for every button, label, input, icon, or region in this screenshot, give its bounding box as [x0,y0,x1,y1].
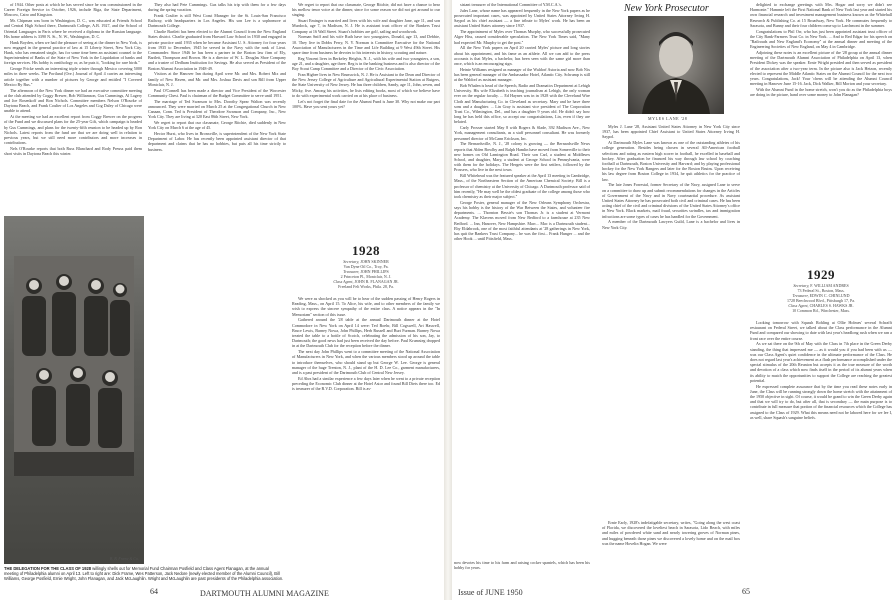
paragraph: Frank Coulter is still West Coast Manager for the St. Louis-San Francisco Railway, with headquarters in Los Angeles. His son Lee is a sophomore at Dartmouth College. [148,13,286,29]
column-1-bottom-text: now devotes his time to his farm and raising cocker spaniels, which has been his hobby for years. [454,560,590,571]
paragraph: We were as shocked as you will be to hear of the sudden passing of Henry Rogers in Reading, Mass., on April 15. To Alice, his wife, and to other members of the family we wish to express the sincere sympathy of the entire class. A notice appears in the "In Memoriam" section of this issue. [292,296,440,317]
class-1929-header [750,267,892,313]
paragraph: Looking tomorrow with Squash Rohling at Ollie Holmes' several Schrafft restaurant on Federal Street, we talked about the Class performance in the Alumni Fund and compared our showing to date with last year's headlong rush when we ran a front race over the entire course. [750,320,892,341]
left-page-number: 64 [150,587,158,596]
paragraph: The next day John Phillips went to a committee meeting of the National Association of Manufacturers in New York, and when the various members stood up around the table to introduce themselves, who should stand up but George W. Lee. George is general manager of the huge Trenton, N. J., plant of the H. D. Lee Co., garment manufacturers, and is a past president of the Dartmouth Club of Central New Jersey. [292,349,440,376]
paragraph: At the meeting we had an excellent report from Coggy Brewer on the progress of the Fund and we discussed plans for the 25-year Gift, which campaign is headed by Gus Cummings, and plans for the twenty-fifth reunion to be headed up by Ron Nichols. Latest reports from the fund are that we are doing well in relation to previous years, but we still need more contributors and more increases in contributions. [4,114,142,146]
paragraph: George Fricke sends an interesting triple winter through Mexico covering 5000 miles in three weeks. The Portland (Ore.) Journal of April 4 carries an interesting article together with a number of pictures by George and entitled "I Covered Mexico By Bus." [4,66,142,87]
class-1928-officers [292,259,440,289]
page-64 [0,0,444,600]
paragraph: Nels O'Rourke reports that both Russ Blanchard and Rody Preuss paid them short visits in Daytona Beach this winter. [4,146,142,157]
class-1929-officers [750,283,892,313]
class-year-1929: 1929 [807,267,835,282]
delegation-photo [4,216,144,564]
paragraph: All the New York papers on April 20 carried Myles' picture and long stories about his appointment, and his fame as an athlete. All we can add to the press accounts is that Myles, a bachelor, has been seen with the same girl more than once, which is an encouraging sign. [454,45,590,67]
photo-credit: B. B. Frame & Co. [110,557,139,561]
paragraph: Paul O'Connell has been made a director and Vice President of the Worcester Community Chest. Paul is chairman of the Budget Committee to serve until 1951. [148,87,286,98]
paragraph: Bill Whitehead was the featured speaker at the April 13 meeting in Cambridge, Mass., of the Northeastern Section of the American Chemical Society. Bill is a professor of chemistry at the University of Chicago. A Dartmouth professor said of him recently, "He may well be the oldest graduate of the college among those who took chemistry as their major subject." [454,173,590,200]
paragraph: Stuart Eminger is married and lives with his wife and daughter Jane, age 11, and son Murdock, age 7, in Madison, N. J. He is assistant trust officer of the Bankers Trust Company at 16 Wall Street. Stuart's hobbies are golf, sailing and woodwork. [292,18,440,34]
left-column-1 [4,2,142,214]
paragraph: George Foster, general manager of the New Orleans Symphony Orchestra, says his hobby is the history of the War Between the States, and volunteer fire departments. ... Thornton Bessie's son Thomas Jr. is a student at Vermont Academy. The Klavens moved from New Bedford to a farmhouse at 235 New Bedford. ... Inn, Hanover, New Hampshire. Marc... Mac is a Dartmouth student... Eby Eldabrook, one of the most faithful attendants at '28 gatherings in New York, has quit the Bankers Trust Company... he was the first... Frank Hunger ... and the other Hook ... until Pittsfield, Mass. [454,199,590,242]
agent-address: Freeland Felt Works, Phila. 28, Pa. [338,284,394,289]
paragraph: Hector Hurst, who lives in Bronxville, is superintendent of the New York State Department of Labor. He has recently been appointed assistant director of that department and claims that he has no hobbies, but puts all his time strictly to business. [148,131,286,152]
group-photo-figures [14,256,134,476]
paragraph: The Bernardsville, N. J., '28 colony is growing — the Bernardsville News reports that Alden Bowlby and Ralph Hamlin have moved from Somerville to their new homes on Old Lamington Road. Their son Carl, a student at Middlesex School, and daughter, Mary, a student at George School in Pennsylvania, were with them for the holidays. The Hergets were the first settlers, followed by the Prossers, who live in the next town. [454,141,590,173]
paragraph: We regret to report that our classmate, George Ritchie, did not have a chance to hear his mellow tenor voice at the dinner, since for some reason we did not get around to our singing. [292,2,440,18]
treasurer-name: EDWIN C. CHINLUND [809,293,850,298]
paragraph: Gathered around the '28 table at the annual Dartmouth dinner at the Hotel Commodore in New York on April 14 were: Ted Boehr, Bill Cogswell, Art Haswell, Bruce Lewis, Barney Nowa, John Phillips, Herb Russell and Burt Furman. Barney Nowa treated the table to a bottle of Scotch, celebrating the admission of his son, Jay, to Dartmouth; the good news had just been received the day before. Paul Krumsieg dropped in at the Dartmouth Club for the reception before the dinner. [292,317,440,349]
caption-lead: THE DELEGATION FOR THE CLASS OF 1928 [4,566,92,571]
portrait-figure [628,16,724,114]
magazine-name-footer: DARTMOUTH ALUMNI MAGAZINE [200,589,329,598]
secretary-role: Secretary, [343,259,360,264]
right-column-3 [750,2,892,264]
treasurer-address: 1728 Beechwood Blvd., Pittsburgh 17, Pa. [786,298,856,303]
paragraph: Ed Ahrs had a similar experience a few days later when he went to a private reception preceding the Economic Club dinner at the Hotel Astor and found Bill Diets there too. Ed is treasurer of the B.V.D. Corporation. Bill is as- [292,375,440,392]
paragraph: Norman Sniff and his wife Ruth have two youngsters, Donald, age 13, and Debbie, 10. They live in Dobbs Ferry, N. Y. Norman is Committee Executive for the National Association of Manufacturers in the Time and Life Building at 9 West 49th Street. His spare time from business he devotes to his interests in history, scouting and nature. [292,34,440,56]
class-1928-header [292,243,440,289]
left-column-3-top [292,2,440,240]
paragraph: They also had Pete Cummings. Gus talks his trip with them for a few days during the spring vacation. [148,2,286,13]
section-title: New York Prosecutor [624,3,709,14]
agent-role: Class Agent, [333,279,354,284]
left-column-2 [148,2,286,564]
secretary-name: F. WILLIAM ANDRES [810,283,849,288]
paragraph: Mr. Chipman was born in Washington, D. C., was educated at Friends School and Central High School there, Dartmouth College, A.B. 1927, and the School of Oriental Languages in Paris where he received a diploma in the Russian language. His home address is 3390 N. St., N. W., Washington, D. C. [4,18,142,39]
paragraph: Jules Lane, whose name has appeared frequently in the New York papers as he prosecuted important cases, was appointed by United States Attorney Irving H. Saypol as his chief assistant — a fine tribute to Myles' work. He has been an assistant United States attorney since 1937. [454,7,590,29]
treasurer-address: 2 Princeton Pl., Montclair, N. J. [340,274,392,279]
caption-body: willingly shells out for Memorial Fund Chairman Posfield and Class Agent Flanagan, at the annual meeting of Philadelphia alumni on April 13. Left to right are: Dick Frame, Wes Patterson, Jack Nedore (newly elected member of the Alumni Council), Bill Williams, George Posfield, Ernie Wright, John Flanagan, and Jack McLaughlin. Wright and McLaughlin are past presidents of the Philadelphia association. [4,566,284,582]
paragraph: The late Jones Forrestal, former Secretary of the Navy, assigned Lane to serve on a committee to draw up and submit recommendations for changes in the Articles of Government of the Navy and in Navy courtmartial procedure. As assistant United States Attorney he has prosecuted both civil and criminal cases. He has been acting chief of the civil and criminal divisions of the United States Attorney's office in New York. Black markets, mail fraud, securities swindles, tax and immigration infractions are some types of cases he has handled for the Government. [602,182,740,219]
paragraph: With the Alumni Fund in the home stretch, won't you do as the Philadelphia boys are doing in the picture, hand over some money to John Flanagan? [750,87,892,98]
paragraph: We regret to report that our classmate, George Ritchie, died suddenly in New York City on March 6 at the age of 45. [148,120,286,131]
treasurer-role: Treasurer, [792,293,809,298]
myles-lane-portrait [628,16,724,114]
agent-name: JOHN R. FLANAGAN JR. [354,279,399,284]
agent-role: Class Agent, [788,303,809,308]
paragraph: The marriage of Ted Swanson to Mrs. Dorothy Spear Walton was recently announced. They were married on March 25 at the Congregational Church in New Canaan, Conn. Ted is President of Theodore Swanson and Company, Inc., New York City. They are living at 320 East 86th Street, New York. [148,98,286,120]
paragraph: Myles J. Lane '28, Assistant United States Attorney in New York City since 1937, has been appointed Chief Assistant to United States Attorney Irving H. Saypol. [602,124,740,140]
paragraph: The afternoon of the New York dinner we had an executive committee meeting at the club attended by Coggy Brewer, Bob Williamson, Gus Cummings, Al Lagery and Joe Rosenkoff and Ron Nichols. Committee members Nelson O'Rourke of Daytona Beach, and Frank Coulter of Los Angeles and Cog Daley of Chicago were unable to attend. [4,87,142,114]
paragraph: Reg Vincent lives in Berkeley Heights, N. J., with his wife and two youngsters, a son, age 21, and a daughter, age three. Reg is in the banking business and is also director of the Boy Scout Camp Committee and a Director of the Civic Association. [292,55,440,72]
paragraph: Heinie Williams resigned as manager of the Waldorf Astoria and now Bob Nix has been general manager of the Ambassador Hotel, Atlantic City. Schrump is still at the Waldorf as assistant manager. [454,66,590,83]
right-page-number: 65 [742,587,750,596]
paragraph: As we sat there on the 9th of May with the Class in 7th place in the Green Derby standing, the thing that impressed me — as it would you if you had been with us — was our Class Agent's quiet confidence in the ultimate performance of the Class. He does not regard last year's achievement as a flash performance accomplished under the special stimulus of the 20th Reunion but accepts it as the true measure of the worth and devotion of a class which now finds itself in the period of its alumni years when its ability to match the opportunities to support the College are reaching the greatest potential. [750,341,892,383]
agent-address: 10 Common Rd., Winchester, Mass. [792,308,850,313]
paragraph: Charlie Bartlett has been elected to the Alumni Council from the New England States district. Charlie graduated from Harvard Law School in 1930 and engaged in private practice until 1935 when he became Assistant U. S. Attorney for four years from 1935 to December, 1945 he served in the Navy with the rank of Lieut. Commander. Since 1946 he has been a partner in the Boston law firm of Ely, Bartlett, Thompson and Brown. He is a director of W. L. Douglas Shoe Company and a trustee of Dedham Institution for Savings. He also served as President of the Boston Alumni Association in 1948-49. [148,29,286,71]
issue-footer: Issue of JUNE 1950 [458,588,523,597]
class-year-1928: 1928 [352,243,380,258]
right-column-3-bottom [750,320,892,582]
left-column-3-bottom [292,296,440,582]
paragraph: The appointment of Myles over Thomas Murphy, who successfully prosecuted Alger Hiss, caused considerable speculation. The New York Times said, "Many had expected Mr. Murphy to get the post." [454,29,590,45]
paragraph: of 1944. Other posts at which he has served since he was commissioned in the Career Foreign Service in October, 1926, include Riga, the State Department, Moscow, Cairo and Kingston. [4,2,142,18]
paragraph: Let's not forget the final date for the Alumni Fund is June 30. Why not make our part 100%. Have you sent yours yet? [292,98,440,109]
right-column-2-bottom [602,520,740,584]
secretary-address: Van Dyne Oil Co., Troy, Pa. [343,264,389,269]
paragraph: sistant treasurer of the International Committee of Y.M.C.A.'s. [460,2,562,7]
paragraph: Fran Higbee lives in New Brunswick, N. J. He is Assistant to the Dean and Director of the New Jersey College of Agriculture and Agricultural Experimental Station at Rutgers, the State University of New Jersey. He has three children, Sandy, age 11, John, seven, and Micky, five. Among his activities, he lists editing books, most of which we believe have to do with experimental work carried on at his place of business. [292,72,440,98]
paragraph: Congratulations to Phil Orr, who has just been appointed assistant trust officer of the City Bank-Farmers Trust Co. in New York. ... And to Red Edgar for his speech on "Railroads and New England's Economy" at the annual dinner and meeting of the Engineering Societies of New England, on May 4 in Cambridge. [750,28,892,50]
column-2-bottom-text: Ernie Early, 1928's indefatigable secretary, writes, "Going along the west coast of Florida, we discovered the loveliest beach in Sarasota, Lido Beach, with miles and miles of powdered white sand and nearly towering groves of Norman pines, and hugging beneath those pines we discovered a lovely home and on the mail box was the name Hovelin Hogan. We were [602,520,740,546]
paragraph: Hank Boyden, when we had the pleasure of seeing at the dinner in New York, is now engaged in the general practice of law at 15 Liberty Street, New York City. Hank, who has remained single, has for some time been an assistant counsel to the Superintendent of Banks of the State of New York in the Liquidation of banks and foreign services. His hobby is ornithology or, as he puts it, "looking for rare birds." [4,39,142,66]
paragraph: delighted to exchange greetings with Mrs. Hogar and sorry we didn't see Harmonie." Hammie left the First National Bank of New York last year and started his own financial research and investment management business known as the Whitehall Research & Publishing Co. at 15 Broadway, New York. He commutes frequently to Sarasota, and Bunny and their four children come up to Larchmont in the summer. [750,2,892,28]
page-65 [452,0,896,600]
secretary-address: 73 Federal St., Boston, Mass. [797,288,845,293]
paragraph: Visitors at the Hanover Inn during April were Mr. and Mrs. Robert Mix and family of New Haven, and Mr. and Mrs. Joshua Davis and son Bill from Upper Montclair, N. J. [148,71,286,87]
paragraph: A member of the Dartmouth Lawyers Guild, Lane is a bachelor and lives in New York City. [602,219,740,230]
paragraph: At Dartmouth Myles Lane was known as one of the outstanding athletes of his college generation. Besides being chosen in several All-American football selections and rating as eastern high scorer in football, he excelled in baseball and hockey. After graduation he financed his way through law school by coaching football at Dartmouth, Boston University and Harvard; and by playing professional hockey for the New York Rangers and later for the Boston Bruins. Upon receiving his law degree from Boston College in 1934, he quit athletics for the practice of law. [602,140,740,182]
right-column-2 [602,124,740,500]
paragraph: He expressed complete assurance that by the time you read these notes early in June, the Class will be running strongly down the home stretch with the attainment of the 1950 objective in sight. Of course, it would be grand to win the Green Derby again and that we will try to do, but after all, that is secondary — the main purpose is to contribute in full measure that portion of the financial resources which the College has assigned to the Class of 1929. What this means need not be labored here for we lee I, as well, share Squash's sanguine beliefs. [750,383,892,420]
paragraph: Adjoining these notes is an excellent picture of the '28 group at the annual dinner meeting of the Dartmouth Alumni Association of Philadelphia on April 13, when President Dickey was the speaker. Ernie Wright presided and then served as president of the association after a two-year term. In the picture also is Jack Hetzon, recently elected to represent the Middle Atlantic States on the Alumni Council for the next two years. Congratulations, Jack! Your 'chens will be attending the Alumni Council meeting in Hanover June 15-16. Jack, Dick Walker, Bill Morton and your secretary. [750,50,892,87]
treasurer-name: JOHN PHILLIPS [360,269,389,274]
agent-name: CHARLES S. HAWKS JR. [809,303,854,308]
paragraph: Carly Prosser started May 8 with Rogers & Slade, 392 Madison Ave., New York, management consultants, as a staff personnel consultant. He was formerly personnel director of McCann Erickson, Inc. [454,125,590,141]
right-column-1-bottom [454,560,590,582]
delegation-caption [4,566,284,581]
page-gutter [444,0,452,600]
portrait-caption: MYLES LANE '28 [648,116,688,121]
secretary-role: Secretary, [793,283,810,288]
secretary-name: JOHN SKINNER [360,259,389,264]
treasurer-role: Treasurer, [343,269,360,274]
paragraph: Bob Whalen is head of the Speech, Radio and Dramatics Department at Lehigh University. His wife Elizabeth is teaching journalism at Lehigh, the only woman ever on the regular faculty. ... Ed Haynes was in in 1928 with the Cleveland Wire Cloth and Manufacturing Co. in Cleveland as secretary. Mary and he have three sons and a daughter. ... Lin Gray is assistant vice president of The Corporation Trust Co., Wilmington, Del., and has a daughter 9 years old. He didn't say how long he has held this office, so accept our congratulations, Lin, even if they are belated. [454,83,590,125]
right-column-1 [454,2,590,478]
